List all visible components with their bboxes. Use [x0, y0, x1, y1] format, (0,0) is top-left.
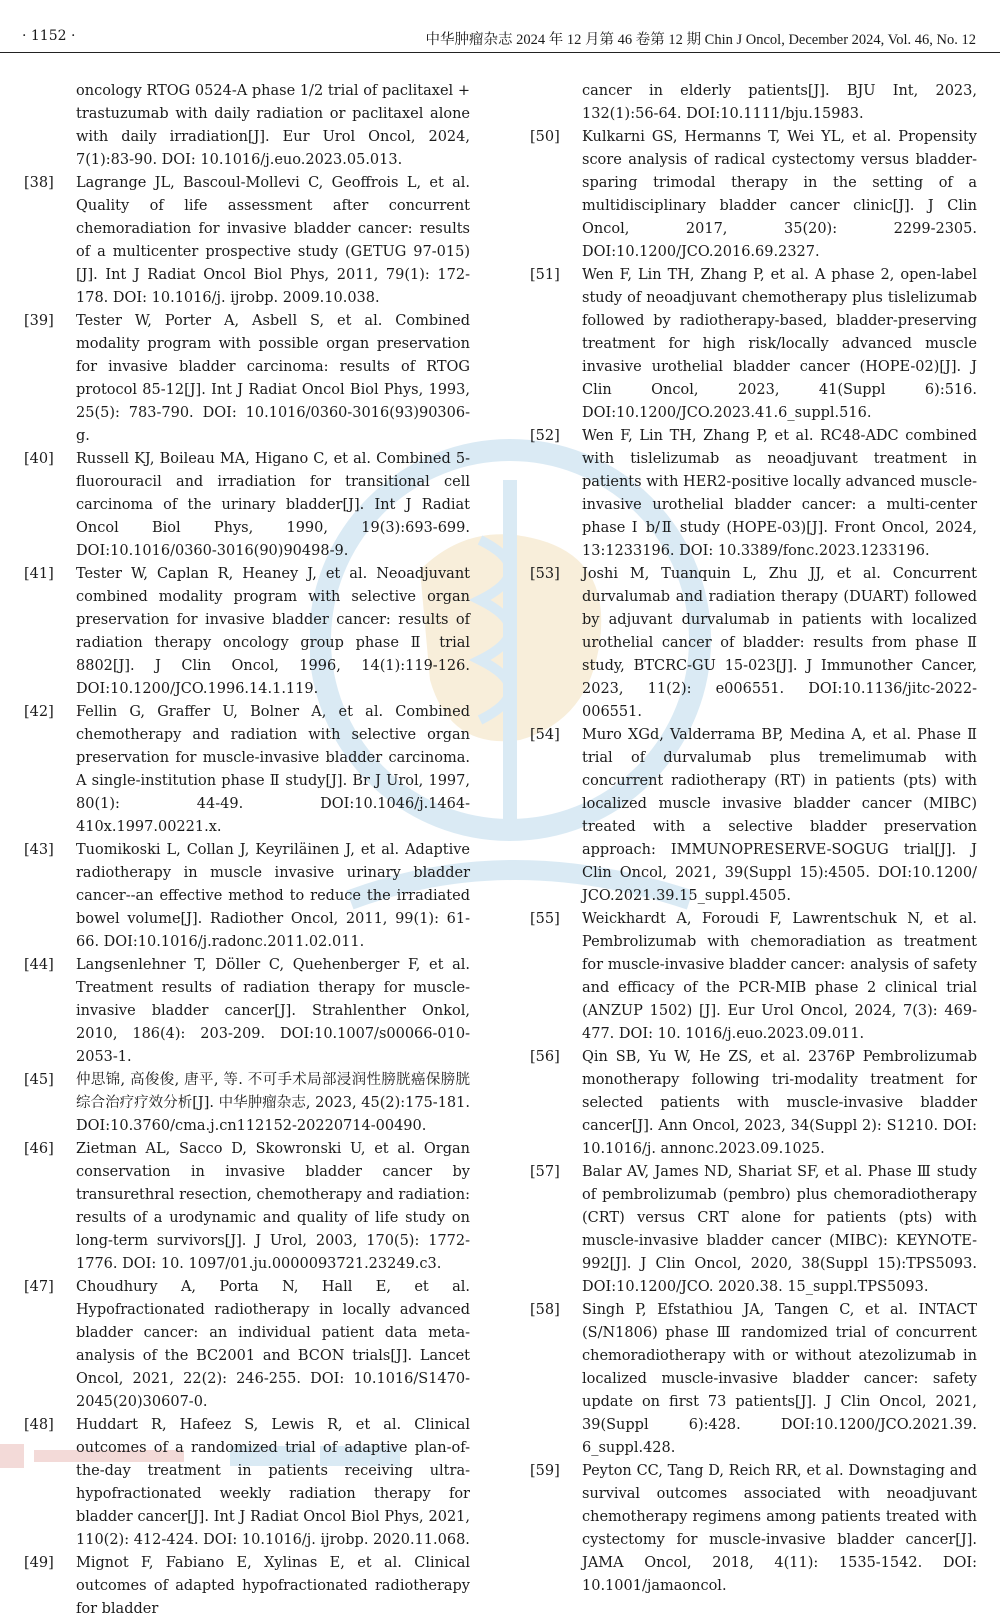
reference-number: [38] [24, 175, 54, 191]
reference-entry [24, 1069, 470, 1138]
reference-number: [58] [530, 1302, 560, 1318]
reference-entry [530, 1299, 977, 1460]
reference-text: Zietman AL, Sacco D, Skowronski U, et al. Organ conservation in invasive bladder cancer by transurethral resection, chemotherapy and radiation: results of a urodynamic and quality of life study on long-term survivors[J]. J Urol, 2003, 170(5): 1772-1776. DOI: 10. 1097/01.ju.0000093721.23249.c3. [76, 1141, 470, 1272]
reference-entry [530, 1161, 977, 1299]
reference-text: Balar AV, James ND, Shariat SF, et al. Phase Ⅲ study of pembrolizumab (pembro) plus chemoradiotherapy (CRT) versus CRT alone for patients (pts) with muscle-invasive bladder cancer (MIBC): KEYNOTE-992[J]. J Clin Oncol, 2020, 38(Suppl 15):TPS5093. DOI:10.1200/JCO. 2020.38. 15_suppl.TPS5093. [582, 1164, 977, 1295]
reference-entry [530, 264, 977, 425]
reference-text: Wen F, Lin TH, Zhang P, et al. RC48-ADC combined with tislelizumab as neoadjuvant treatment in patients with HER2-positive locally advanced muscle-invasive urothelial bladder cancer: a multi-center phase Ⅰ b/Ⅱ study (HOPE-03)[J]. Front Oncol, 2024, 13:1233196. DOI: 10.3389/fonc.2023.1233196. [582, 428, 977, 559]
reference-entry [24, 839, 470, 954]
reference-entry [530, 908, 977, 1046]
page-number: · 1152 · [22, 28, 76, 44]
reference-text: Joshi M, Tuanquin L, Zhu JJ, et al. Concurrent durvalumab and radiation therapy (DUART) followed by adjuvant durvalumab in patients with localized urothelial cancer of bladder: results from phase Ⅱ study, BTCRC-GU 15-023[J]. J Immunother Cancer, 2023, 11(2): e006551. DOI:10.1136/jitc-2022-006551. [582, 566, 977, 720]
reference-number: [46] [24, 1141, 54, 1157]
reference-number: [57] [530, 1164, 560, 1180]
reference-text: Peyton CC, Tang D, Reich RR, et al. Downstaging and survival outcomes associated with neoadjuvant chemotherapy regimens among patients treated with cystectomy for muscle-invasive bladder cancer[J]. JAMA Oncol, 2018, 4(11): 1535-1542. DOI: 10.1001/jamaoncol. [582, 1463, 977, 1594]
reference-text: oncology RTOG 0524-A phase 1/2 trial of paclitaxel + trastuzumab with daily radiation or paclitaxel alone with daily irradiation[J]. Eur Urol Oncol, 2024, 7(1):83-90. DOI: 10.1016/j.euo.2023.05.013. [76, 83, 470, 168]
reference-number: [45] [24, 1072, 54, 1088]
reference-number: [48] [24, 1417, 54, 1433]
reference-entry [24, 172, 470, 310]
running-header [0, 0, 1000, 52]
reference-entry [24, 563, 470, 701]
reference-number: [49] [24, 1555, 54, 1571]
reference-text: Weickhardt A, Foroudi F, Lawrentschuk N, et al. Pembrolizumab with chemoradiation as treatment for muscle-invasive bladder cancer: analysis of safety and efficacy of the PCR-MIB phase 2 clinical trial (ANZUP 1502) [J]. Eur Urol Oncol, 2024, 7(3): 469-477. DOI: 10. 1016/j.euo.2023.09.011. [582, 911, 977, 1042]
reference-text: 仲思锦, 高俊俊, 唐平, 等. 不可手术局部浸润性膀胱癌保膀胱综合治疗疗效分析[J]. 中华肿瘤杂志, 2023, 45(2):175-181. DOI:10.3760/cma.j.cn112152-20220714-00490. [76, 1072, 470, 1134]
journal-citation-line: 中华肿瘤杂志 2024 年 12 月第 46 卷第 12 期 Chin J Oncol, December 2024, Vol. 46, No. 12 [425, 32, 976, 48]
reference-entry [530, 1460, 977, 1598]
reference-text: Tester W, Porter A, Asbell S, et al. Combined modality program with possible organ preservation for invasive bladder carcinoma: results of RTOG protocol 85-12[J]. Int J Radiat Oncol Biol Phys, 1993, 25(5): 783-790. DOI: 10.1016/0360-3016(93)90306-g. [76, 313, 470, 444]
reference-number: [50] [530, 129, 560, 145]
reference-number: [40] [24, 451, 54, 467]
reference-entry-continued [24, 80, 470, 172]
reference-text: Lagrange JL, Bascoul-Mollevi C, Geoffrois L, et al. Quality of life assessment after concurrent chemoradiation for invasive bladder cancer: results of a multicenter prospective study (GETUG 97-015) [J]. Int J Radiat Oncol Biol Phys, 2011, 79(1): 172-178. DOI: 10.1016/j. ijrobp. 2009.10.038. [76, 175, 470, 306]
reference-text: Wen F, Lin TH, Zhang P, et al. A phase 2, open-label study of neoadjuvant chemotherapy plus tislelizumab followed by radiotherapy-based, bladder-preserving treatment for high risk/locally advanced muscle invasive urothelial bladder cancer (HOPE-02)[J]. J Clin Oncol, 2023, 41(Suppl 6):516. DOI:10.1200/JCO.2023.41.6_suppl.516. [582, 267, 977, 421]
reference-entry [24, 1276, 470, 1414]
reference-number: [56] [530, 1049, 560, 1065]
reference-entry [24, 1414, 470, 1552]
reference-entry [24, 448, 470, 563]
reference-entry-continued [530, 80, 977, 126]
reference-number: [43] [24, 842, 54, 858]
reference-text: Muro XGd, Valderrama BP, Medina A, et al. Phase Ⅱ trial of durvalumab plus tremelimumab with concurrent radiotherapy (RT) in patients (pts) with localized muscle invasive bladder cancer (MIBC) treated with a selective bladder preservation approach: IMMUNOPRESERVE-SOGUG trial[J]. J Clin Oncol, 2021, 39(Suppl 15):4505. DOI:10.1200/ JCO.2021.39.15_suppl.4505. [582, 727, 977, 904]
reference-number: [51] [530, 267, 560, 283]
reference-entry [530, 724, 977, 908]
reference-text: Kulkarni GS, Hermanns T, Wei YL, et al. Propensity score analysis of radical cystectomy versus bladder-sparing trimodal therapy in the setting of a multidisciplinary bladder cancer clinic[J]. J Clin Oncol, 2017, 35(20): 2299-2305. DOI:10.1200/JCO.2016.69.2327. [582, 129, 977, 260]
reference-column-right [530, 80, 977, 1598]
reference-entry [530, 563, 977, 724]
header-rule [0, 52, 1000, 53]
reference-entry [530, 126, 977, 264]
reference-number: [42] [24, 704, 54, 720]
reference-number: [39] [24, 313, 54, 329]
reference-column-left [24, 80, 470, 1621]
reference-text: Qin SB, Yu W, He ZS, et al. 2376P Pembrolizumab monotherapy following tri-modality treatment for selected patients with muscle-invasive bladder cancer[J]. Ann Oncol, 2023, 34(Suppl 2): S1210. DOI: 10.1016/j. annonc.2023.09.1025. [582, 1049, 977, 1157]
reference-text: Russell KJ, Boileau MA, Higano C, et al. Combined 5-fluorouracil and irradiation for transitional cell carcinoma of the urinary bladder[J]. Int J Radiat Oncol Biol Phys, 1990, 19(3):693-699. DOI:10.1016/0360-3016(90)90498-9. [76, 451, 470, 559]
reference-entry [24, 954, 470, 1069]
reference-text: Singh P, Efstathiou JA, Tangen C, et al. INTACT (S/N1806) phase Ⅲ randomized trial of concurrent chemoradiotherapy with or without atezolizumab in localized muscle-invasive bladder cancer: safety update on first 73 patients[J]. J Clin Oncol, 2021, 39(Suppl 6):428. DOI:10.1200/JCO.2021.39. 6_suppl.428. [582, 1302, 977, 1456]
reference-number: [59] [530, 1463, 560, 1479]
reference-entry [24, 701, 470, 839]
reference-number: [55] [530, 911, 560, 927]
reference-entry [24, 310, 470, 448]
reference-text: Mignot F, Fabiano E, Xylinas E, et al. Clinical outcomes of adapted hypofractionated radiotherapy for bladder [76, 1555, 470, 1617]
reference-entry [530, 425, 977, 563]
reference-text: Tester W, Caplan R, Heaney J, et al. Neoadjuvant combined modality program with selective organ preservation for invasive bladder cancer: results of radiation therapy oncology group phase Ⅱ trial 8802[J]. J Clin Oncol, 1996, 14(1):119-126. DOI:10.1200/JCO.1996.14.1.119. [76, 566, 470, 697]
reference-number: [47] [24, 1279, 54, 1295]
reference-number: [52] [530, 428, 560, 444]
reference-text: Fellin G, Graffer U, Bolner A, et al. Combined chemotherapy and radiation with selective organ preservation for muscle-invasive bladder carcinoma. A single-institution phase Ⅱ study[J]. Br J Urol, 1997, 80(1): 44-49. DOI:10.1046/j.1464-410x.1997.00221.x. [76, 704, 470, 835]
reference-text: cancer in elderly patients[J]. BJU Int, 2023, 132(1):56-64. DOI:10.1111/bju.15983. [582, 83, 977, 122]
reference-text: Tuomikoski L, Collan J, Keyriläinen J, et al. Adaptive radiotherapy in muscle invasive urinary bladder cancer--an effective method to reduce the irradiated bowel volume[J]. Radiother Oncol, 2011, 99(1): 61-66. DOI:10.1016/j.radonc.2011.02.011. [76, 842, 470, 950]
reference-text: Huddart R, Hafeez S, Lewis R, et al. Clinical outcomes of a randomized trial of adaptive plan-of-the-day treatment in patients receiving ultra-hypofractionated weekly radiation therapy for bladder cancer[J]. Int J Radiat Oncol Biol Phys, 2021, 110(2): 412-424. DOI: 10.1016/j. ijrobp. 2020.11.068. [76, 1417, 470, 1548]
reference-text: Langsenlehner T, Döller C, Quehenberger F, et al. Treatment results of radiation therapy for muscle-invasive bladder cancer[J]. Strahlenther Onkol, 2010, 186(4): 203-209. DOI:10.1007/s00066-010-2053-1. [76, 957, 470, 1065]
reference-number: [54] [530, 727, 560, 743]
reference-number: [53] [530, 566, 560, 582]
reference-number: [44] [24, 957, 54, 973]
reference-entry [530, 1046, 977, 1161]
reference-text: Choudhury A, Porta N, Hall E, et al. Hypofractionated radiotherapy in locally advanced bladder cancer: an individual patient data meta-analysis of the BC2001 and BCON trials[J]. Lancet Oncol, 2021, 22(2): 246-255. DOI: 10.1016/S1470-2045(20)30607-0. [76, 1279, 470, 1410]
reference-entry [24, 1552, 470, 1621]
reference-entry [24, 1138, 470, 1276]
reference-number: [41] [24, 566, 54, 582]
